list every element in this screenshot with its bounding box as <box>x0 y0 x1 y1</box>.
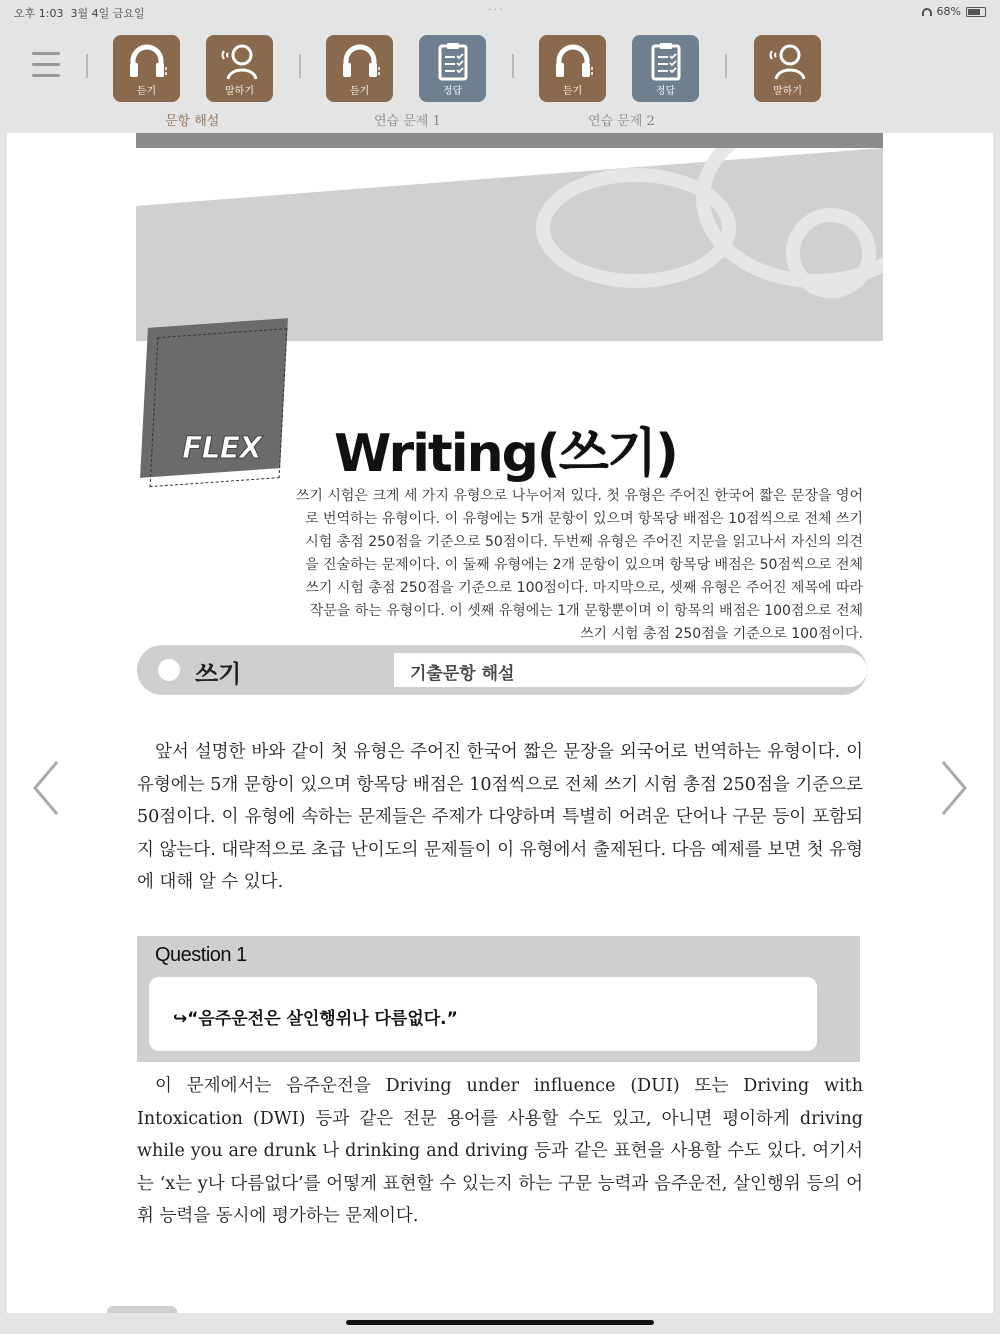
answer-button-practice-2[interactable] <box>632 35 699 102</box>
section-subtitle-box <box>394 653 867 687</box>
section-subtitle: 기출문항 해설 <box>410 664 515 684</box>
answer-label: 정답 <box>442 86 463 97</box>
battery-icon <box>966 7 986 17</box>
home-indicator[interactable] <box>346 1320 654 1325</box>
speak-button-final[interactable] <box>754 35 821 102</box>
battery-percent: 68% <box>936 5 961 18</box>
book-page[interactable] <box>7 133 993 1313</box>
page-title: Writing(쓰기) <box>334 424 677 484</box>
speaker-person-icon <box>218 41 262 81</box>
clipboard-check-icon <box>431 41 475 81</box>
body-paragraph-1: 앞서 설명한 바와 같이 첫 유형은 주어진 한국어 짧은 문장을 외국어로 번역하는 유형이다. 이 유형에는 5개 문항이 있으며 항목당 배점은 10점씩으로 전체 쓰기 시험 총점 250점을 기준으로 50점이다. 이 유형에 속하는 문제들은 주제가 다양하며 특별히 어려운 단어나 구문 등이 포함되지 않는다. 대략적으로 초급 난이도의 문제들이 이 유형에서 출제된다. 다음 예제를 보면 첫 유형에 대해 알 수 있다. <box>137 742 863 893</box>
question-box <box>137 936 860 1062</box>
section-title: 쓰기 <box>195 660 242 688</box>
toolbar-divider <box>512 54 514 78</box>
multitask-dots[interactable]: ··· <box>488 3 505 16</box>
date-text: 3월 4일 금요일 <box>70 7 145 20</box>
listen-label: 듣기 <box>136 86 157 97</box>
next-page-button[interactable] <box>935 758 971 818</box>
question-card <box>149 977 817 1051</box>
group-label-practice-2[interactable]: 연습 문제 2 <box>588 114 655 129</box>
listen-button-practice-2[interactable] <box>539 35 606 102</box>
toolbar-divider <box>86 54 88 78</box>
status-right <box>922 5 986 18</box>
chevron-right-icon <box>935 758 971 818</box>
speaker-person-icon <box>766 41 810 81</box>
headphones-icon <box>338 41 382 81</box>
headphones-icon <box>125 41 169 81</box>
header-band <box>136 133 883 148</box>
flex-logo: FLEX <box>182 431 262 466</box>
time-text: 오후 1:03 <box>14 7 64 20</box>
menu-icon[interactable] <box>32 52 60 78</box>
status-bar <box>0 0 1000 24</box>
listen-label: 듣기 <box>349 86 370 97</box>
group-label-practice-1[interactable]: 연습 문제 1 <box>374 114 441 129</box>
question-text: ↪“음주운전은 살인행위나 다름없다.” <box>173 1009 458 1029</box>
toolbar <box>0 24 1000 132</box>
toolbar-divider <box>725 54 727 78</box>
clipboard-check-icon <box>644 41 688 81</box>
group-label-explanation[interactable]: 문항 해설 <box>165 114 220 129</box>
wifi-icon <box>922 8 932 16</box>
listen-button-practice-1[interactable] <box>326 35 393 102</box>
chevron-left-icon <box>29 758 65 818</box>
toolbar-divider <box>299 54 301 78</box>
answer-button-practice-1[interactable] <box>419 35 486 102</box>
listen-label: 듣기 <box>562 86 583 97</box>
headphones-icon <box>551 41 595 81</box>
body-paragraph-2: 이 문제에서는 음주운전을 Driving under influence (DUI) 또는 Driving with Intoxication (DWI) 등과 같은 전문 용어를 사용할 수도 있고, 아니면 평이하게 driving while you are drunk 나 drinking and driving 등과 같은 표현을 사용할 수도 있다. 여기서는 ‘x는 y나 다름없다’를 어떻게 표현할 수 있는지 하는 구문 능력과 음주운전, 살인행위 등의 어휘 능력을 동시에 평가하는 문제이다. <box>137 1076 863 1227</box>
answer-label: 정답 <box>655 86 676 97</box>
speak-button-explanation[interactable] <box>206 35 273 102</box>
listen-button-explanation[interactable] <box>113 35 180 102</box>
speak-label: 말하기 <box>773 86 802 97</box>
speak-label: 말하기 <box>225 86 254 97</box>
page-bottom-tab <box>107 1306 177 1313</box>
intro-paragraph: 쓰기 시험은 크게 세 가지 유형으로 나누어져 있다. 첫 유형은 주어진 한국어 짧은 문장을 영어로 번역하는 유형이다. 이 유형에는 5개 문항이 있으며 항목당 배점은 10점씩으로 전체 쓰기 시험 총점 250점을 기준으로 50점이다. 두번째 유형은 주어진 지문을 읽고나서 자신의 의견을 진술하는 문제이다. 이 둘째 유형에는 2개 문항이 있으며 항목당 배점은 50점씩으로 전체 쓰기 시험 총점 250점을 기준으로 100점이다. 마지막으로, 셋째 유형은 주어진 제목에 따라 작문을 하는 유형이다. 이 셋째 유형에는 1개 문항뿐이며 이 항목의 배점은 100점으로 전체 쓰기 시험 총점 250점을 기준으로 100점이다. <box>295 488 863 642</box>
section-bullet-icon <box>158 659 180 681</box>
prev-page-button[interactable] <box>29 758 65 818</box>
section-header <box>137 645 867 695</box>
title-banner <box>136 148 883 341</box>
question-title: Question 1 <box>155 944 247 966</box>
status-time <box>14 5 145 21</box>
